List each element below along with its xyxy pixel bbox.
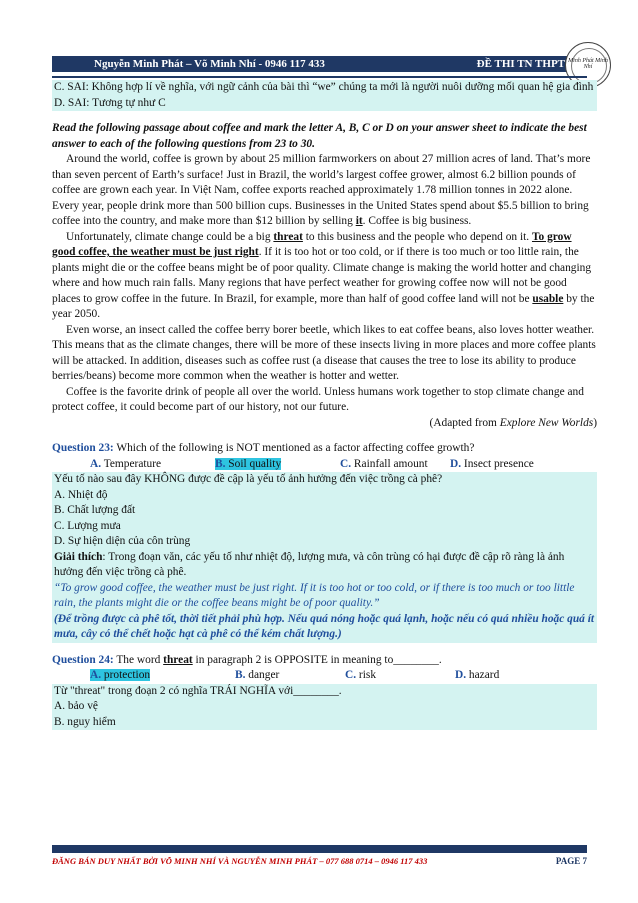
q24-vi-option-b: B. nguy hiểm — [54, 715, 116, 728]
p2-text-3: . If it is too hot or too cold, or if there is too much or too little rain, the plants might die or the coffee beans might be of poor quality. Climate change is making the world hotter and changing where and how much rain falls. Many regions that have perfect weather for growing coffee now will not be good places to grow coffee in the future. In Brazil, for example, more than half of good coffee land will not be — [52, 246, 592, 305]
q24-vi-question: Từ "threat" trong đoạn 2 có nghĩa TRÁI NGHĨA với________. — [54, 684, 342, 697]
q24-c-text: risk — [356, 669, 377, 681]
q24-option-a[interactable] — [90, 668, 235, 684]
q24-option-c[interactable] — [345, 668, 455, 684]
q24-text-b: in paragraph 2 is OPPOSITE in meaning to________. — [192, 653, 442, 666]
footer-credit: ĐĂNG BÁN DUY NHẤT BỞI VÕ MINH NHÍ VÀ NGUYỄN MINH PHÁT – 077 688 0714 – 0946 117 433 — [52, 856, 428, 866]
q23-c-text: Rainfall amount — [351, 457, 428, 470]
q23-a-text: Temperature — [101, 457, 162, 470]
q23-vi-option-a: A. Nhiệt độ — [54, 488, 108, 501]
q23-c-letter: C. — [340, 457, 352, 470]
q23-d-letter: D. — [450, 457, 462, 470]
p2-text-2: to this business and the people who depend on it. — [302, 230, 532, 243]
q23-vi-option-c: C. Lượng mưa — [54, 519, 121, 532]
q23-explanation — [54, 550, 595, 581]
prev-answer-box — [52, 80, 597, 111]
q23-options — [52, 457, 597, 473]
q23-explanation-box — [52, 472, 597, 643]
q23-answer-highlight — [215, 458, 281, 470]
q24-answer-highlight — [90, 669, 150, 681]
p1-text-end: . Coffee is big business. — [362, 215, 472, 227]
header-authors: Nguyễn Minh Phát – Võ Minh Nhí - 0946 117 433 — [94, 58, 325, 70]
q24-d-letter: D. — [455, 669, 467, 681]
question-23 — [52, 441, 597, 457]
q23-option-b[interactable] — [215, 457, 340, 473]
q24-label: Question 24: — [52, 653, 114, 666]
q23-vi-option-b: B. Chất lượng đất — [54, 504, 136, 516]
p2-word-threat: threat — [273, 230, 303, 243]
q23-quote-vi: (Để trồng được cà phê tốt, thời tiết phải phù hợp. Nếu quá nóng hoặc quá lạnh, hoặc nếu có quá nhiều hoặc quá ít mưa, cây có thể chết hoặc hạt cà phê có thể kém chất lượng.) — [54, 612, 595, 640]
q23-explain-label: Giải thích — [54, 550, 103, 563]
q23-vi-option-d: D. Sự hiện diện của côn trùng — [54, 535, 191, 547]
q24-options — [52, 668, 597, 684]
q23-quote-en: “To grow good coffee, the weather must be just right. If it is too hot or too cold, or if there is too much or too little rain, the plants might die or the coffee beans might be of poor quality.” — [54, 581, 575, 609]
q23-a-letter: A. — [90, 457, 102, 470]
q24-option-b[interactable] — [235, 668, 345, 684]
source-suffix: ) — [593, 416, 597, 429]
passage-source — [52, 416, 597, 432]
passage-paragraph-2 — [52, 230, 597, 323]
source-title: Explore New Worlds — [499, 416, 594, 429]
q23-option-a[interactable] — [90, 457, 215, 473]
p2-text-end: by the year 2050. — [52, 292, 595, 320]
q24-a-letter: A. — [90, 669, 102, 681]
footer-bar — [52, 845, 587, 853]
q24-a-text: protection — [101, 669, 151, 681]
q24-explanation-box — [52, 684, 597, 731]
p1-word-it: it — [355, 215, 363, 227]
q23-b-letter: B. — [215, 457, 226, 470]
passage-paragraph-3: Even worse, an insect called the coffee berry borer beetle, which likes to eat coffee beans, also loves hotter weather. This means that as the climate changes, there will be more of these insects living in more places and more coffee plants will be attacked. In addition, diseases such as coffee rust (a disease that causes the tree to lose its ability to produce berries/beans) become more common when the weather is hotter and wetter. — [52, 323, 596, 382]
prev-answer-d: D. SAI: Tương tự như C — [54, 96, 166, 109]
q23-explain-text: : Trong đoạn văn, các yếu tố như nhiệt độ, lượng mưa, và côn trùng có hại được đề cập rõ ràng là ảnh hưởng đến việc trồng cà phê. — [54, 550, 565, 578]
header-separator — [52, 76, 587, 78]
q23-text: Which of the following is NOT mentioned as a factor affecting coffee growth? — [113, 442, 475, 454]
q23-label: Question 23: — [52, 442, 114, 454]
q24-b-text: danger — [245, 669, 280, 681]
prev-answer-c: C. SAI: Không hợp lí về nghĩa, với ngữ cảnh của bài thì “we” chúng ta mới là người nuôi dưỡng mối quan hệ gia đình — [54, 81, 594, 93]
q23-vi-question: Yếu tố nào sau đây KHÔNG được đề cập là yếu tố ảnh hưởng đến việc trồng cà phê? — [54, 473, 443, 485]
logo-text: Minh Phát Minh Nhí — [568, 58, 608, 70]
question-24 — [52, 653, 597, 669]
footer — [52, 856, 587, 866]
source-prefix: (Adapted from — [429, 416, 500, 429]
q24-d-text: hazard — [466, 669, 500, 681]
passage-paragraph-4: Coffee is the favorite drink of people all over the world. Unless humans work together to stop climate change and protect coffee, it could become part of our history, not our future. — [52, 385, 584, 413]
q24-option-d[interactable] — [455, 668, 580, 684]
q23-b-text: Soil quality — [225, 457, 282, 470]
passage-paragraph-1 — [52, 152, 597, 230]
header-exam-title: ĐỀ THI TN THPT — [476, 58, 565, 70]
q23-option-d[interactable] — [450, 457, 575, 473]
p2-word-usable: usable — [532, 292, 564, 305]
header-bar — [52, 56, 587, 72]
q23-d-text: Insect presence — [461, 457, 534, 470]
page-number: PAGE 7 — [555, 856, 587, 866]
p2-text: Unfortunately, climate change could be a big — [66, 230, 274, 243]
reading-instruction: Read the following passage about coffee and mark the letter A, B, C or D on your answer sheet to indicate the best answer to each of the following questions from 23 to 30. — [52, 122, 587, 150]
p2-bold-sentence: To grow good coffee, the weather must be just right — [52, 230, 572, 258]
p1-text: Around the world, coffee is grown by about 25 million farmworkers on about 27 million acres of land. That’s more than seven percent of Earth’s surface! Just in Brazil, the world’s largest coffee grower, almost 6.2 billion pounds of coffee are grown each year. In Việt Nam, coffee exports reached approximately 1.78 million tonnes in 2022 alone. Every year, people drink more than 500 billion cups. Businesses in the United States spend about $5.5 billion to bring coffee into the country, and make more than $12 billion by selling — [52, 153, 591, 227]
page-content — [52, 80, 597, 730]
q24-vi-option-a: A. bảo vệ — [54, 700, 98, 712]
q24-word-threat: threat — [163, 653, 193, 666]
q24-c-letter: C. — [345, 669, 357, 681]
q24-b-letter: B. — [235, 669, 246, 681]
q24-text-a: The word — [113, 653, 164, 666]
q23-option-c[interactable] — [340, 457, 450, 473]
